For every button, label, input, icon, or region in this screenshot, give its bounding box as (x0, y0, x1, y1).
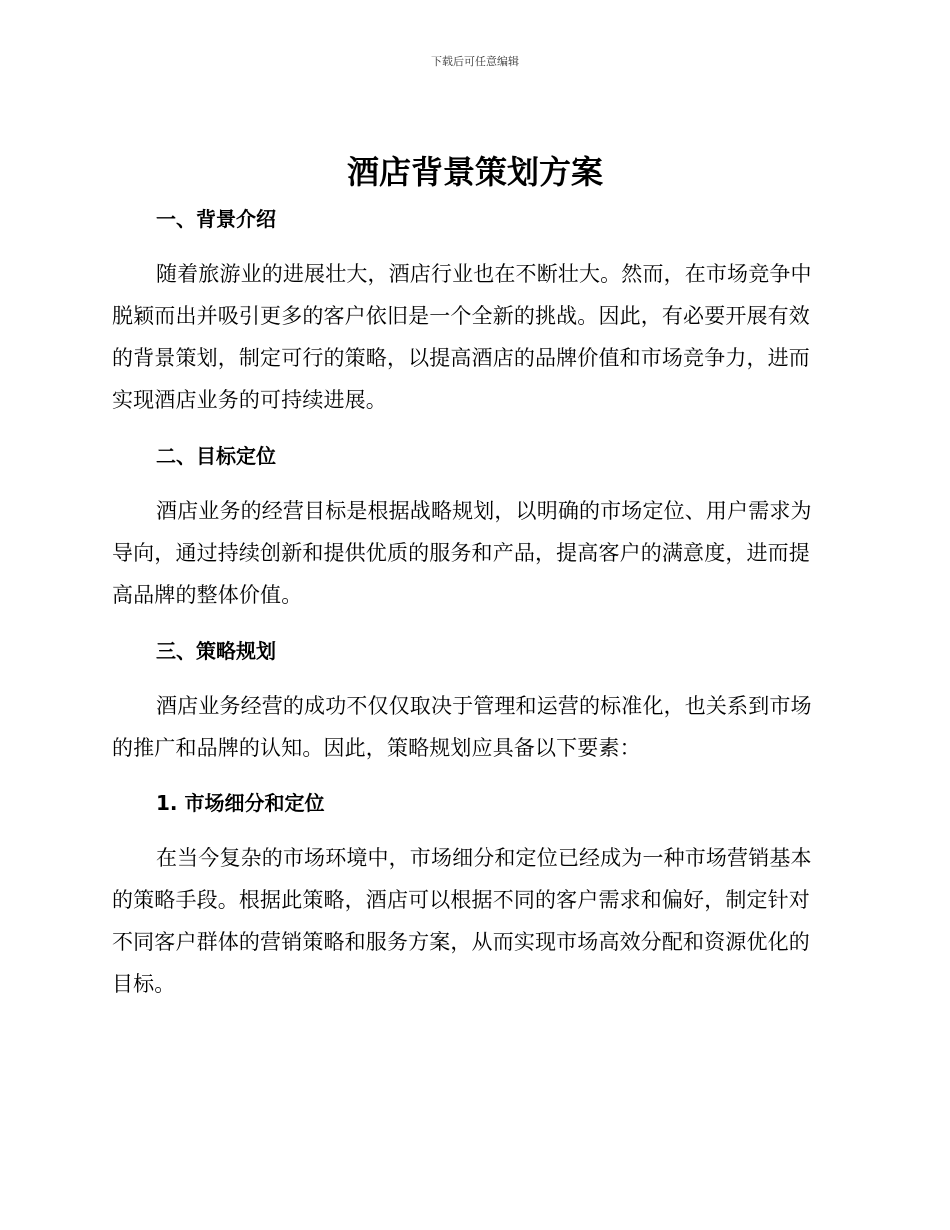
section-paragraph-background: 随着旅游业的进展壮大，酒店行业也在不断壮大。然而，在市场竞争中脱颖而出并吸引更多的客户依旧是一个全新的挑战。因此，有必要开展有效的背景策划，制定可行的策略，以提高酒店的品牌价值和市场竞争力，进而实现酒店业务的可持续进展。 (112, 262, 812, 412)
section-paragraph-goal: 酒店业务的经营目标是根据战略规划，以明确的市场定位、用户需求为导向，通过持续创新和提供优质的服务和产品，提高客户的满意度，进而提高品牌的整体价值。 (112, 499, 812, 607)
section-heading-goal: 二、目标定位 (156, 444, 276, 468)
subsection-heading-market-segmentation: 1. 市场细分和定位 (156, 791, 325, 815)
document-title: 酒店背景策划方案 (346, 153, 603, 191)
section-heading-strategy: 三、策略规划 (156, 639, 276, 663)
subsection-paragraph-market-segmentation: 在当今复杂的市场环境中，市场细分和定位已经成为一种市场营销基本的策略手段。根据此策略，酒店可以根据不同的客户需求和偏好，制定针对不同客户群体的营销策略和服务方案，从而实现市场高效分配和资源优化的目标。 (112, 846, 812, 996)
section-heading-background: 一、背景介绍 (156, 207, 276, 231)
section-paragraph-strategy: 酒店业务经营的成功不仅仅取决于管理和运营的标准化，也关系到市场的推广和品牌的认知。因此，策略规划应具备以下要素： (112, 694, 812, 760)
page-header: 下载后可任意编辑 (431, 55, 519, 68)
